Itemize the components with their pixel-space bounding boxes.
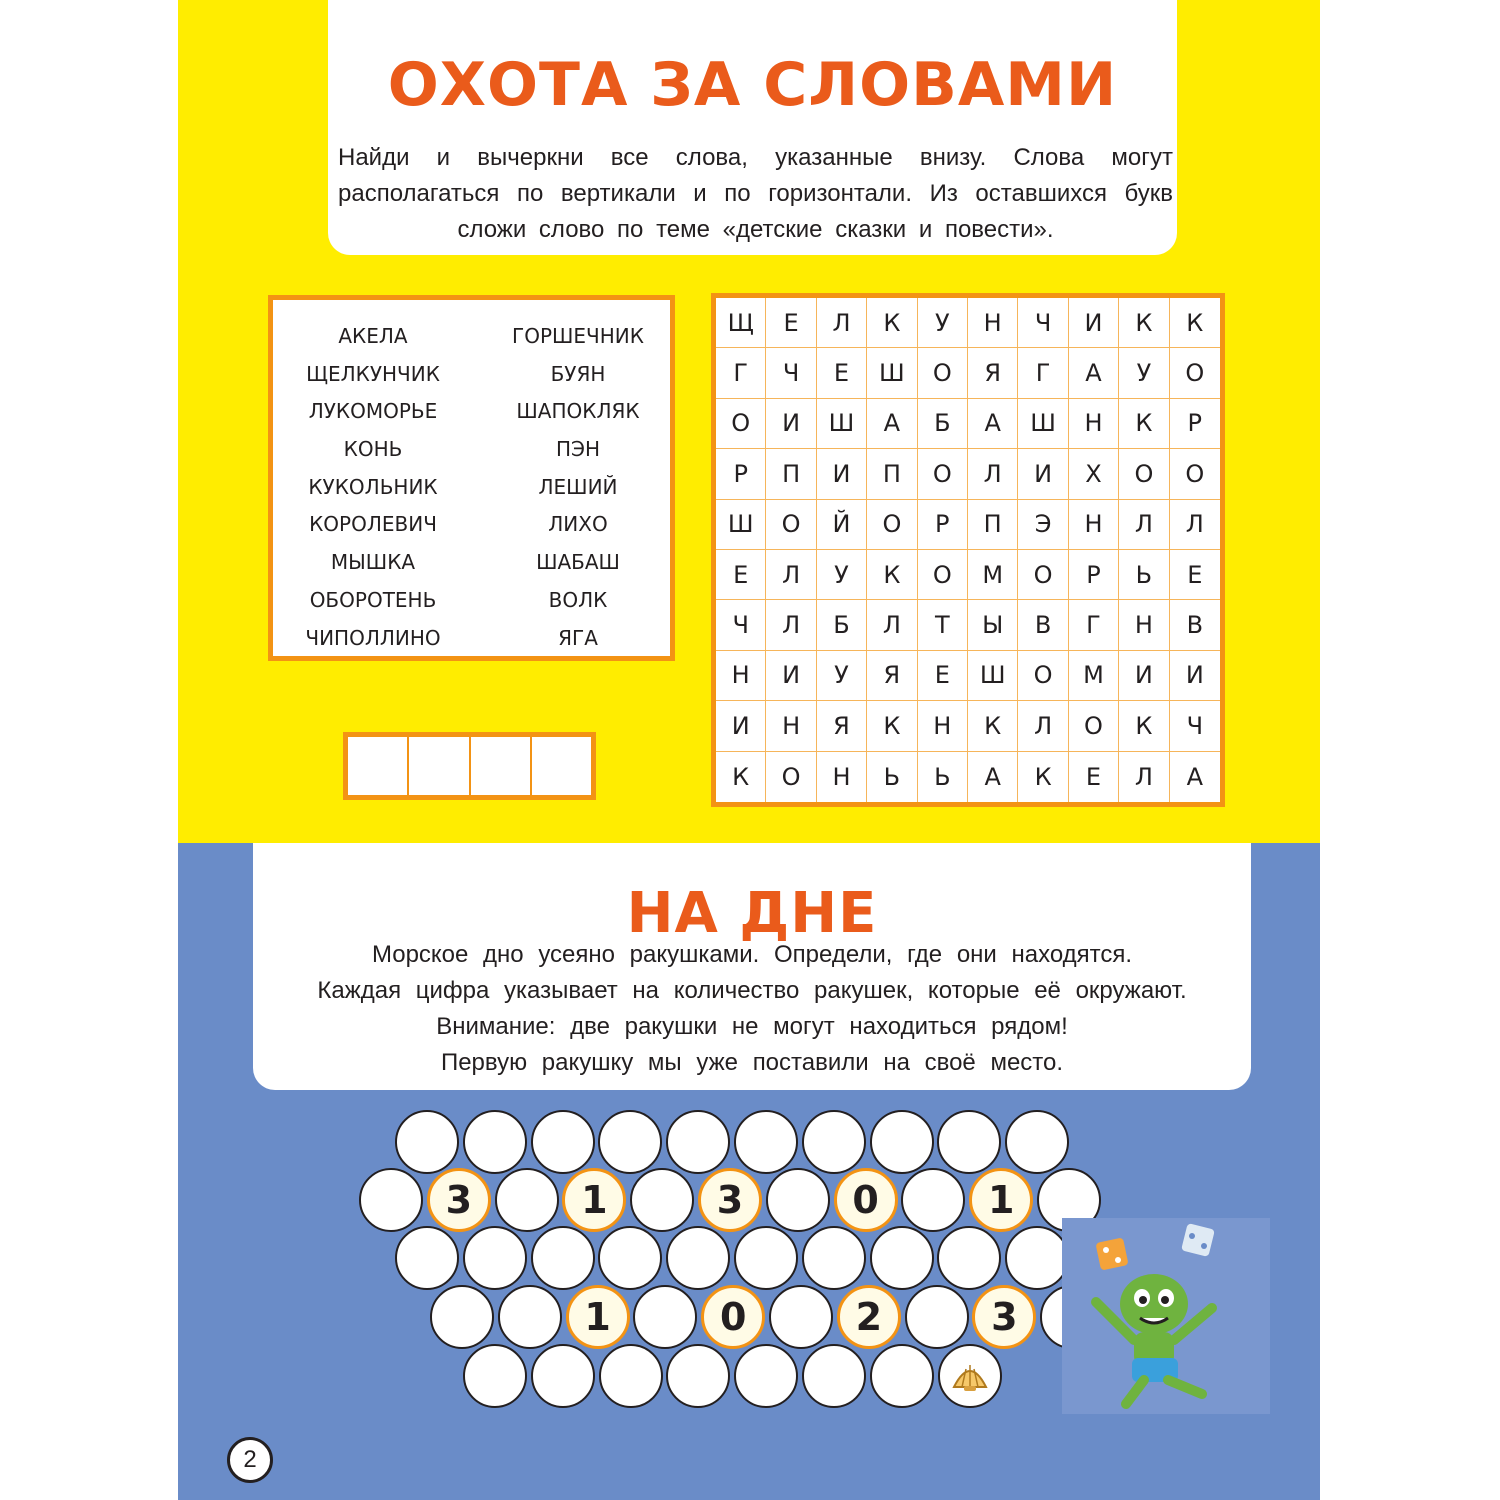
word-hunt-title: ОХОТА ЗА СЛОВАМИ bbox=[387, 50, 1118, 120]
empty-circle[interactable] bbox=[666, 1344, 730, 1408]
empty-circle[interactable] bbox=[1005, 1110, 1069, 1174]
grid-cell[interactable]: У bbox=[817, 651, 867, 701]
grid-cell[interactable]: Ш bbox=[1018, 399, 1068, 449]
empty-circle[interactable] bbox=[463, 1344, 527, 1408]
grid-cell[interactable]: О bbox=[918, 550, 968, 600]
word-list-item: ГОРШЕЧНИК bbox=[512, 324, 644, 348]
empty-circle[interactable] bbox=[463, 1226, 527, 1290]
number-circle[interactable]: 2 bbox=[837, 1285, 901, 1349]
grid-cell[interactable]: Н bbox=[968, 298, 1018, 348]
grid-cell[interactable]: Т bbox=[918, 600, 968, 650]
word-list-item: ПЭН bbox=[555, 437, 601, 462]
empty-circle[interactable] bbox=[633, 1285, 697, 1349]
word-list-item: КОНЬ bbox=[343, 437, 403, 462]
grid-cell[interactable]: Г bbox=[1069, 600, 1119, 650]
word-list-item: ШАПОКЛЯК bbox=[516, 399, 640, 424]
grid-cell[interactable]: О bbox=[766, 500, 816, 550]
grid-cell[interactable]: К bbox=[1119, 399, 1169, 449]
grid-cell[interactable]: Ч bbox=[1170, 701, 1220, 751]
grid-cell[interactable]: Н bbox=[716, 651, 766, 701]
number-circle[interactable]: 0 bbox=[834, 1168, 898, 1232]
grid-cell[interactable]: Б bbox=[817, 600, 867, 650]
empty-circle[interactable] bbox=[598, 1226, 662, 1290]
grid-cell[interactable]: Ь bbox=[867, 752, 917, 802]
grid-cell[interactable]: К bbox=[1119, 701, 1169, 751]
grid-cell[interactable]: А bbox=[1069, 348, 1119, 398]
grid-cell[interactable]: Н bbox=[1069, 500, 1119, 550]
number-circle[interactable]: 3 bbox=[698, 1168, 762, 1232]
grid-cell[interactable]: И bbox=[1170, 651, 1220, 701]
grid-cell[interactable]: О bbox=[766, 752, 816, 802]
grid-cell[interactable]: Ч bbox=[766, 348, 816, 398]
number-circle[interactable]: 1 bbox=[566, 1285, 630, 1349]
empty-circle[interactable] bbox=[766, 1168, 830, 1232]
grid-cell[interactable]: О bbox=[918, 348, 968, 398]
grid-cell[interactable]: Н bbox=[817, 752, 867, 802]
word-list-item: ОБОРОТЕНЬ bbox=[309, 587, 437, 612]
word-hunt-instructions: Найди и вычеркни все слова, указанные внизу. Слова могут располагаться по вертикали и по горизонтали. Из оставшихся букв сложи слово по теме «детские сказки и повести». bbox=[338, 144, 1173, 243]
empty-circle[interactable] bbox=[463, 1110, 527, 1174]
goblin-juggling-dice-icon bbox=[1062, 1218, 1270, 1414]
grid-cell[interactable]: Н bbox=[766, 701, 816, 751]
empty-circle[interactable] bbox=[734, 1226, 798, 1290]
grid-cell[interactable]: В bbox=[1170, 600, 1220, 650]
grid-cell[interactable]: И bbox=[1119, 651, 1169, 701]
word-list-item: ЯГА bbox=[558, 625, 598, 650]
grid-cell[interactable]: П bbox=[766, 449, 816, 499]
empty-circle[interactable] bbox=[802, 1226, 866, 1290]
grid-cell[interactable]: К bbox=[1018, 752, 1068, 802]
empty-circle[interactable] bbox=[802, 1344, 866, 1408]
word-list-item: ЛУКОМОРЬЕ bbox=[308, 399, 438, 424]
empty-circle[interactable] bbox=[937, 1110, 1001, 1174]
grid-cell[interactable]: К bbox=[1119, 298, 1169, 348]
grid-cell[interactable]: У bbox=[1119, 348, 1169, 398]
grid-cell[interactable]: Ш bbox=[968, 651, 1018, 701]
grid-cell[interactable]: Л bbox=[1119, 500, 1169, 550]
word-list-item: БУЯН bbox=[550, 361, 606, 386]
grid-cell[interactable]: Й bbox=[817, 500, 867, 550]
word-list-item: ЩЕЛКУНЧИК bbox=[306, 361, 440, 386]
word-list-item: ШАБАШ bbox=[536, 550, 620, 575]
grid-cell[interactable]: О bbox=[1119, 449, 1169, 499]
instruction-line: Каждая цифра указывает на количество ракушек, которые её окружают. bbox=[317, 977, 1187, 1004]
empty-circle[interactable] bbox=[598, 1110, 662, 1174]
word-list-item: ЧИПОЛЛИНО bbox=[305, 625, 441, 650]
empty-circle[interactable] bbox=[901, 1168, 965, 1232]
empty-circle[interactable] bbox=[395, 1110, 459, 1174]
grid-cell[interactable]: Ь bbox=[918, 752, 968, 802]
empty-circle[interactable] bbox=[769, 1285, 833, 1349]
empty-circle[interactable] bbox=[734, 1110, 798, 1174]
grid-cell[interactable]: И bbox=[766, 651, 816, 701]
goblin-illustration bbox=[1062, 1218, 1270, 1414]
word-list-item: МЫШКА bbox=[330, 550, 416, 575]
grid-cell[interactable]: О bbox=[1069, 701, 1119, 751]
empty-circle[interactable] bbox=[870, 1344, 934, 1408]
grid-cell[interactable]: К bbox=[968, 701, 1018, 751]
grid-cell[interactable]: Щ bbox=[716, 298, 766, 348]
shell-icon bbox=[950, 1359, 990, 1393]
instruction-line: Морское дно усеяно ракушками. Определи, где они находятся. bbox=[371, 941, 1133, 968]
grid-cell[interactable]: Г bbox=[716, 348, 766, 398]
empty-circle[interactable] bbox=[531, 1344, 595, 1408]
grid-cell[interactable]: Е bbox=[766, 298, 816, 348]
grid-cell[interactable]: И bbox=[1069, 298, 1119, 348]
grid-cell[interactable]: Я bbox=[968, 348, 1018, 398]
grid-cell[interactable]: У bbox=[918, 298, 968, 348]
empty-circle[interactable] bbox=[905, 1285, 969, 1349]
grid-cell[interactable]: Р bbox=[918, 500, 968, 550]
grid-cell[interactable]: Ы bbox=[968, 600, 1018, 650]
grid-cell[interactable]: Е bbox=[1069, 752, 1119, 802]
grid-cell[interactable]: И bbox=[766, 399, 816, 449]
grid-cell[interactable]: Э bbox=[1018, 500, 1068, 550]
empty-circle[interactable] bbox=[630, 1168, 694, 1232]
grid-cell[interactable]: О bbox=[918, 449, 968, 499]
grid-cell[interactable]: П bbox=[867, 449, 917, 499]
word-list-item: КУКОЛЬНИК bbox=[308, 474, 438, 499]
grid-cell[interactable]: А bbox=[1186, 762, 1203, 791]
sea-floor-title: НА ДНЕ bbox=[626, 881, 878, 946]
grid-cell[interactable]: К bbox=[867, 701, 917, 751]
grid-cell[interactable]: И bbox=[1018, 449, 1068, 499]
empty-circle[interactable] bbox=[498, 1285, 562, 1349]
grid-cell[interactable]: О bbox=[716, 399, 766, 449]
instruction-line: Первую ракушку мы уже поставили на своё место. bbox=[440, 1049, 1064, 1076]
empty-circle[interactable] bbox=[802, 1110, 866, 1174]
instruction-line: Внимание: две ракушки не могут находиться рядом! bbox=[436, 1013, 1068, 1040]
grid-cell[interactable]: А bbox=[968, 752, 1018, 802]
number-circle[interactable]: 1 bbox=[562, 1168, 626, 1232]
empty-circle[interactable] bbox=[531, 1110, 595, 1174]
grid-cell[interactable]: Ш bbox=[817, 399, 867, 449]
grid-cell[interactable]: Е bbox=[918, 651, 968, 701]
number-circle[interactable]: 1 bbox=[969, 1168, 1033, 1232]
grid-cell[interactable]: О bbox=[867, 500, 917, 550]
grid-cell[interactable]: О bbox=[1170, 348, 1220, 398]
empty-circle[interactable] bbox=[870, 1226, 934, 1290]
grid-cell[interactable]: Ш bbox=[867, 348, 917, 398]
grid-cell[interactable]: Р bbox=[1170, 399, 1220, 449]
grid-cell[interactable]: Б bbox=[918, 399, 968, 449]
empty-circle[interactable] bbox=[666, 1110, 730, 1174]
grid-cell[interactable]: Х bbox=[1069, 449, 1119, 499]
number-circle[interactable]: 0 bbox=[701, 1285, 765, 1349]
grid-cell[interactable]: Л bbox=[817, 298, 867, 348]
grid-cell[interactable]: О bbox=[1170, 449, 1220, 499]
grid-cell[interactable]: Ч bbox=[716, 600, 766, 650]
grid-cell[interactable]: Е bbox=[817, 348, 867, 398]
shell-icon[interactable] bbox=[938, 1344, 1002, 1408]
grid-cell[interactable]: Ш bbox=[716, 500, 766, 550]
grid-cell[interactable]: Г bbox=[1018, 348, 1068, 398]
grid-cell[interactable]: Л bbox=[1018, 701, 1068, 751]
grid-cell[interactable]: К bbox=[1170, 298, 1220, 348]
grid-cell[interactable]: М bbox=[1069, 651, 1119, 701]
grid-cell[interactable]: Л bbox=[867, 600, 917, 650]
word-list-item: ЛИХО bbox=[548, 512, 608, 537]
empty-circle[interactable] bbox=[599, 1344, 663, 1408]
grid-cell[interactable]: Р bbox=[1069, 550, 1119, 600]
grid-cell[interactable]: Л bbox=[968, 449, 1018, 499]
grid-cell[interactable]: Н bbox=[1119, 600, 1169, 650]
empty-circle[interactable] bbox=[531, 1226, 595, 1290]
grid-cell[interactable]: Ь bbox=[1119, 550, 1169, 600]
empty-circle[interactable] bbox=[870, 1110, 934, 1174]
empty-circle[interactable] bbox=[495, 1168, 559, 1232]
grid-cell[interactable]: Ч bbox=[1018, 298, 1068, 348]
grid-cell[interactable]: Я bbox=[817, 701, 867, 751]
grid-cell[interactable]: К bbox=[716, 752, 766, 802]
grid-cell[interactable]: А bbox=[867, 399, 917, 449]
word-list-item: ЛЕШИЙ bbox=[538, 474, 618, 499]
grid-cell[interactable]: М bbox=[968, 550, 1018, 600]
empty-circle[interactable] bbox=[430, 1285, 494, 1349]
grid-cell[interactable]: Л bbox=[1119, 752, 1169, 802]
empty-circle[interactable] bbox=[1005, 1226, 1069, 1290]
word-list-item: ВОЛК bbox=[548, 587, 608, 612]
grid-cell[interactable]: Л bbox=[1170, 500, 1220, 550]
grid-cell[interactable]: О bbox=[1018, 651, 1068, 701]
grid-cell[interactable]: И bbox=[716, 701, 766, 751]
empty-circle[interactable] bbox=[666, 1226, 730, 1290]
grid-cell[interactable]: Н bbox=[918, 701, 968, 751]
grid-cell[interactable]: О bbox=[1018, 550, 1068, 600]
grid-cell[interactable]: А bbox=[968, 399, 1018, 449]
empty-circle[interactable] bbox=[359, 1168, 423, 1232]
grid-cell[interactable]: К bbox=[867, 550, 917, 600]
grid-cell[interactable]: Е bbox=[716, 550, 766, 600]
word-list-item: АКЕЛА bbox=[338, 324, 408, 348]
number-circle[interactable]: 3 bbox=[427, 1168, 491, 1232]
grid-cell[interactable]: К bbox=[867, 298, 917, 348]
grid-cell[interactable]: Е bbox=[1170, 550, 1220, 600]
empty-circle[interactable] bbox=[395, 1226, 459, 1290]
empty-circle[interactable] bbox=[937, 1226, 1001, 1290]
grid-cell[interactable]: В bbox=[1018, 600, 1068, 650]
grid-cell[interactable]: Я bbox=[867, 651, 917, 701]
grid-cell[interactable]: П bbox=[968, 500, 1018, 550]
empty-circle[interactable] bbox=[734, 1344, 798, 1408]
grid-cell[interactable]: И bbox=[817, 449, 867, 499]
number-circle[interactable]: 3 bbox=[972, 1285, 1036, 1349]
grid-cell[interactable]: Р bbox=[716, 449, 766, 499]
word-list-item: КОРОЛЕВИЧ bbox=[309, 512, 437, 537]
grid-cell[interactable]: Н bbox=[1069, 399, 1119, 449]
grid-cell[interactable]: У bbox=[817, 550, 867, 600]
grid-cell[interactable]: Л bbox=[766, 550, 816, 600]
grid-cell[interactable]: Л bbox=[766, 600, 816, 650]
page-number: 2 bbox=[227, 1437, 273, 1483]
